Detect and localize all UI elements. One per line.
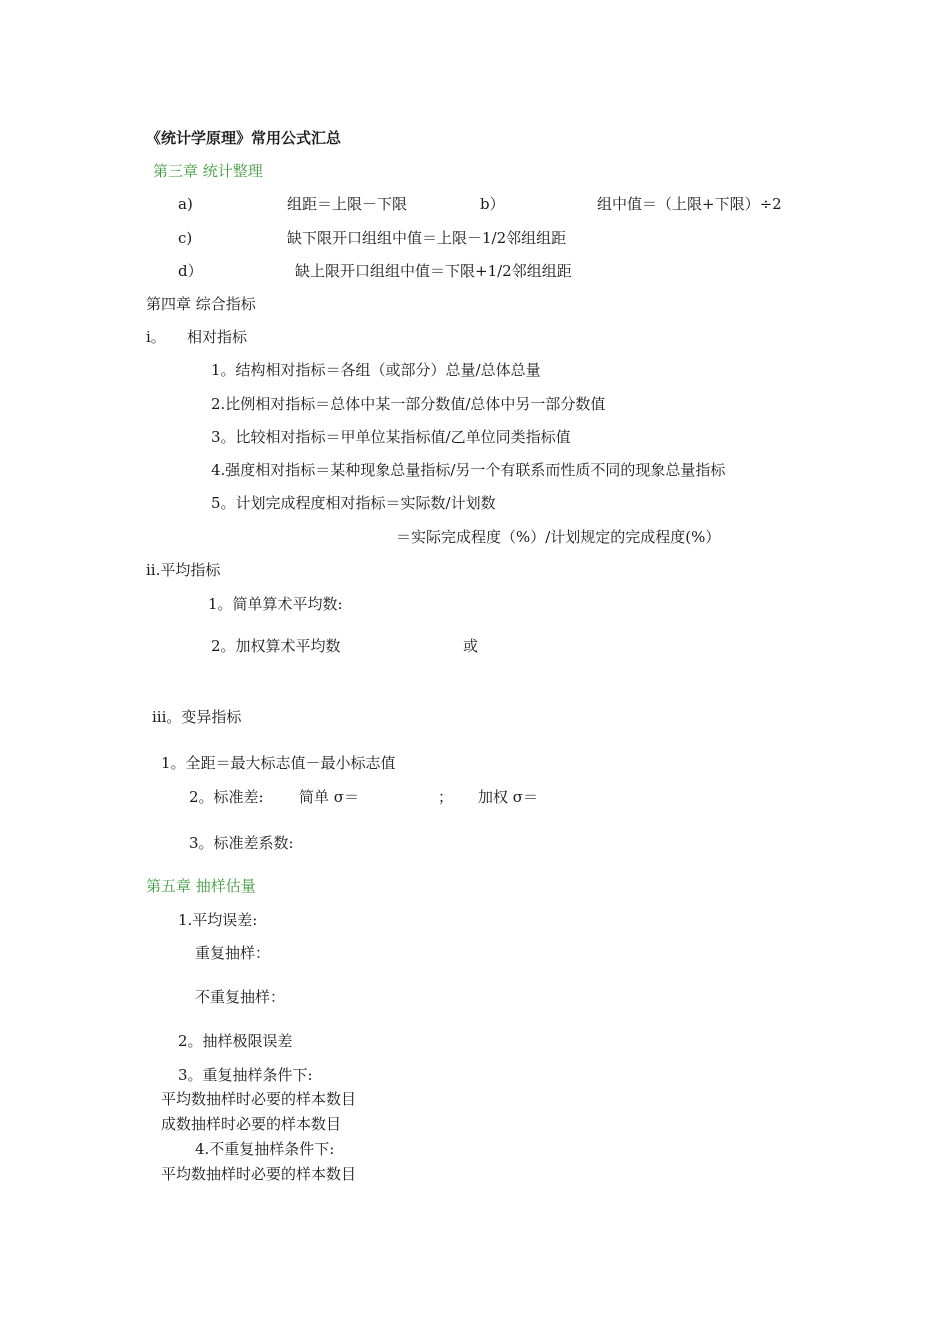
item-c-label: c) bbox=[178, 229, 193, 247]
relative-index-4: 4.强度相对指标＝某种现象总量指标/另一个有联系而性质不同的现象总量指标 bbox=[211, 461, 726, 479]
item-a-formula: 组距＝上限－下限 bbox=[287, 195, 408, 213]
repeat-sampling: 重复抽样： bbox=[195, 944, 271, 962]
item-d-formula: 缺上限开口组组中值＝下限+1/2邻组组距 bbox=[295, 262, 572, 280]
chapter3-heading: 第三章 统计整理 bbox=[153, 162, 263, 180]
relative-index-2: 2.比例相对指标＝总体中某一部分数值/总体中另一部分数值 bbox=[211, 395, 606, 413]
relative-index-3: 3。比较相对指标＝甲单位某指标值/乙单位同类指标值 bbox=[211, 428, 571, 446]
item-a-label: a) bbox=[178, 195, 193, 213]
repeat-mean-sample-size: 平均数抽样时必要的样本数目 bbox=[161, 1090, 357, 1108]
weighted-arithmetic-mean: 2。加权算术平均数 bbox=[211, 637, 341, 655]
coefficient-of-variation: 3。标准差系数: bbox=[189, 834, 294, 852]
variation-range: 1。全距＝最大标志值－最小标志值 bbox=[161, 754, 396, 772]
sampling-limit-error: 2。抽样极限误差 bbox=[178, 1032, 293, 1050]
standard-deviation-weighted: 加权 σ＝ bbox=[478, 788, 539, 806]
relative-index-1: 1。结构相对指标＝各组（或部分）总量/总体总量 bbox=[211, 361, 541, 379]
section-ii-title: ii.平均指标 bbox=[146, 561, 221, 579]
chapter5-heading: 第五章 抽样估量 bbox=[146, 877, 256, 895]
item-d-label: d） bbox=[178, 262, 203, 280]
document-title: 《统计学原理》常用公式汇总 bbox=[146, 129, 342, 147]
non-repeat-mean-sample-size: 平均数抽样时必要的样本数目 bbox=[161, 1165, 357, 1183]
section-i-title: 相对指标 bbox=[187, 328, 248, 346]
simple-arithmetic-mean: 1。简单算术平均数: bbox=[208, 595, 343, 613]
standard-deviation-label: 2。标准差: bbox=[189, 788, 264, 806]
item-b-formula: 组中值＝（上限+下限）÷2 bbox=[597, 195, 782, 213]
non-repeat-sampling-condition: 4.不重复抽样条件下: bbox=[195, 1140, 335, 1158]
non-repeat-sampling: 不重复抽样： bbox=[195, 988, 286, 1006]
standard-deviation-separator: ； bbox=[438, 788, 454, 806]
relative-index-5: 5。计划完成程度相对指标＝实际数/计划数 bbox=[211, 494, 496, 512]
repeat-proportion-sample-size: 成数抽样时必要的样本数目 bbox=[161, 1115, 342, 1133]
relative-index-5-continued: ＝实际完成程度（%）/计划规定的完成程度(%） bbox=[396, 528, 721, 546]
chapter4-heading: 第四章 综合指标 bbox=[146, 295, 256, 313]
item-c-formula: 缺下限开口组组中值＝上限－1/2邻组组距 bbox=[287, 229, 567, 247]
section-i-label: i。 bbox=[146, 328, 166, 346]
section-iii-title: iii。变异指标 bbox=[152, 708, 242, 726]
item-b-label: b） bbox=[480, 195, 505, 213]
weighted-mean-or: 或 bbox=[463, 637, 479, 655]
average-error: 1.平均误差: bbox=[178, 911, 258, 929]
repeat-sampling-condition: 3。重复抽样条件下: bbox=[178, 1066, 313, 1084]
standard-deviation-simple: 简单 σ＝ bbox=[299, 788, 360, 806]
